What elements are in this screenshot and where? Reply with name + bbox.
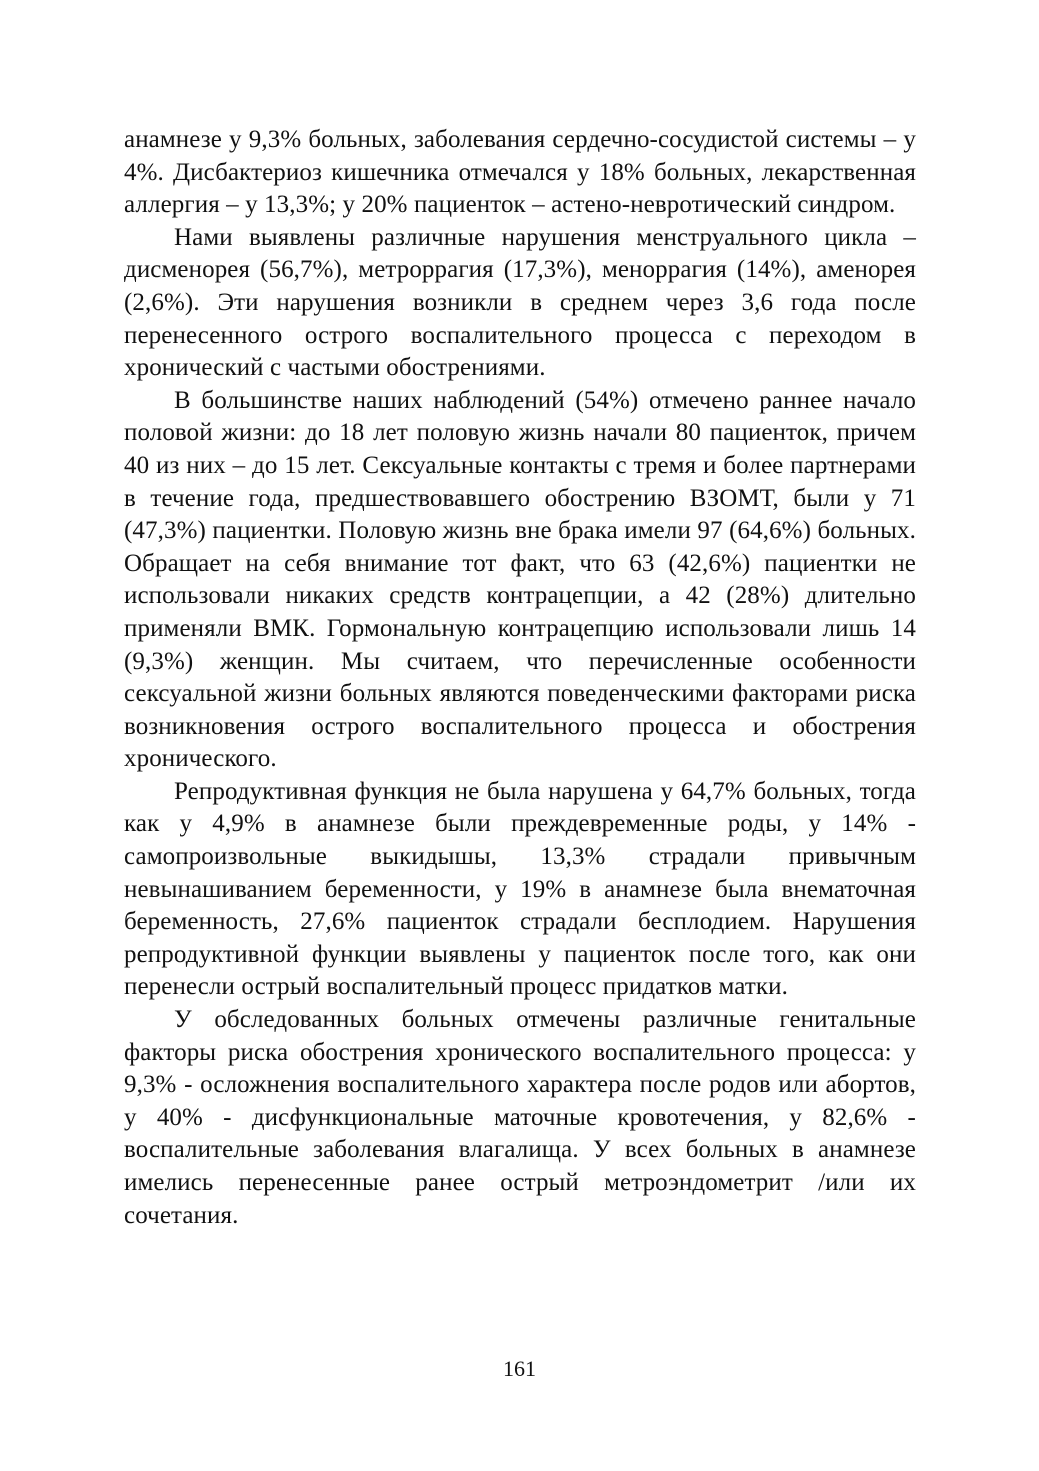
paragraph-1: анамнезе у 9,3% больных, заболевания сердечно-сосудистой системы – у 4%. Дисбактериоз кишечника отмечался у 18% больных, лекарственная аллергия – у 13,3%; у 20% пациенток – астено-невротический синдром. xyxy=(124,126,916,219)
paragraph-2: Нами выявлены различные нарушения менструального цикла – дисменорея (56,7%), метроррагия (17,3%), меноррагия (14%), аменорея (2,6%). Эти нарушения возникли в среднем через 3,6 года после перенесенного острого воспалительного процесса с переходом в хронический с частыми обострениями. xyxy=(124,223,916,382)
paragraph-5: У обследованных больных отмечены различные генитальные факторы риска обострения хронического воспалительного процесса: у 9,3% - осложнения воспалительного характера после родов или абортов, у 40% - дисфункциональные маточные кровотечения, у 82,6% - воспалительные заболевания влагалища. У всех больных в анамнезе имелись перенесенные ранее острый метроэндометрит /или их сочетания. xyxy=(124,1006,916,1229)
paragraph-3: В большинстве наших наблюдений (54%) отмечено раннее начало половой жизни: до 18 лет половую жизнь начали 80 пациенток, причем 40 из них – до 15 лет. Сексуальные контакты с тремя и более партнерами в течение года, предшествовавшего обострению ВЗОМТ, были у 71 (47,3%) пациентки. Половую жизнь вне брака имели 97 (64,6%) больных. Обращает на себя внимание тот факт, что 63 (42,6%) пациентки не использовали никаких средств контрацепции, а 42 (28%) длительно применяли ВМК. Гормональную контрацепцию использовали лишь 14 (9,3%) женщин. Мы считаем, что перечисленные особенности сексуальной жизни больных являются поведенческими факторами риска возникновения острого воспалительного процесса и обострения хронического. xyxy=(124,386,916,773)
paragraph-4: Репродуктивная функция не была нарушена у 64,7% больных, тогда как у 4,9% в анамнезе были преждевременные роды, у 14% - самопроизвольные выкидышы, 13,3% страдали привычным невынашиванием беременности, у 19% в анамнезе была внематочная беременность, 27,6% пациенток страдали бесплодием. Нарушения репродуктивной функции выявлены у пациенток после того, как они перенесли острый воспалительный процесс придатков матки. xyxy=(124,777,916,1001)
page-number: 161 xyxy=(503,1356,536,1381)
page-body xyxy=(124,124,916,1232)
